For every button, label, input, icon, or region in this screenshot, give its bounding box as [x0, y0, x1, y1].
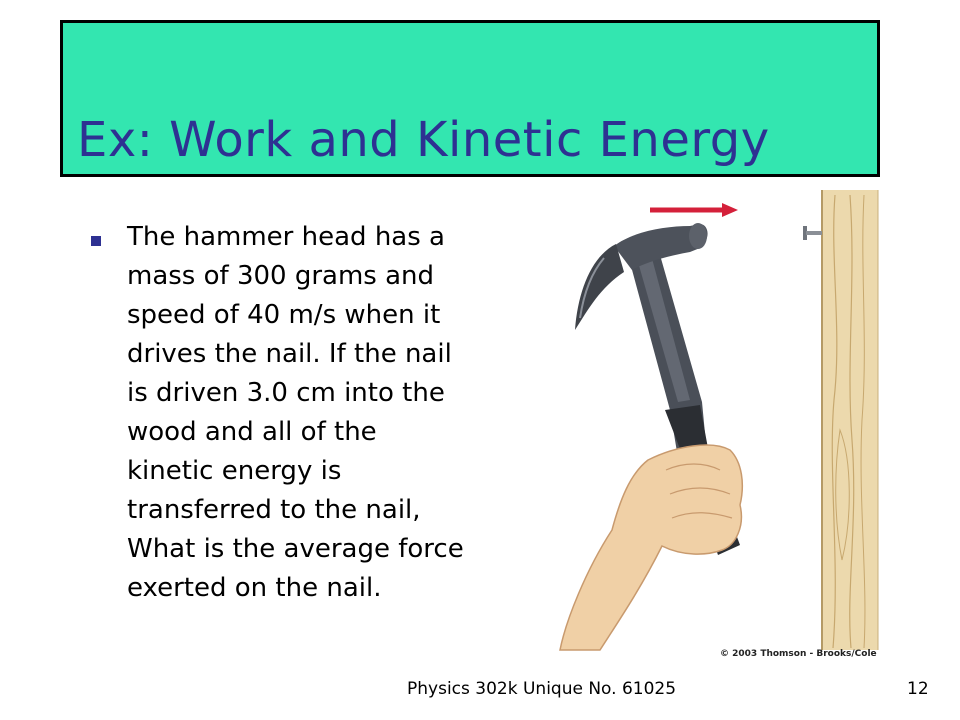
bullet-list — [90, 218, 470, 608]
wood-plank — [822, 190, 878, 650]
hand-icon — [560, 445, 742, 650]
bullet-text: The hammer head has a mass of 300 grams and speed of 40 m/s when it drives the nail. If the nail is driven 3.0 cm into the wood and all of the kinetic energy is transferred to the nail, What is the average force exerted on the nail. — [127, 222, 464, 603]
bullet-item — [90, 218, 470, 608]
hammer-nail-figure — [545, 185, 890, 670]
motion-arrow-icon — [650, 203, 738, 217]
slide-footer: Physics 302k Unique No. 61025 — [407, 679, 677, 699]
page-number: 12 — [907, 679, 929, 699]
bullet-square-icon — [91, 236, 101, 246]
slide-title: Ex: Work and Kinetic Energy — [77, 112, 770, 168]
figure-copyright: © 2003 Thomson - Brooks/Cole — [720, 649, 877, 659]
nail-icon — [803, 226, 822, 240]
title-box — [60, 20, 880, 177]
